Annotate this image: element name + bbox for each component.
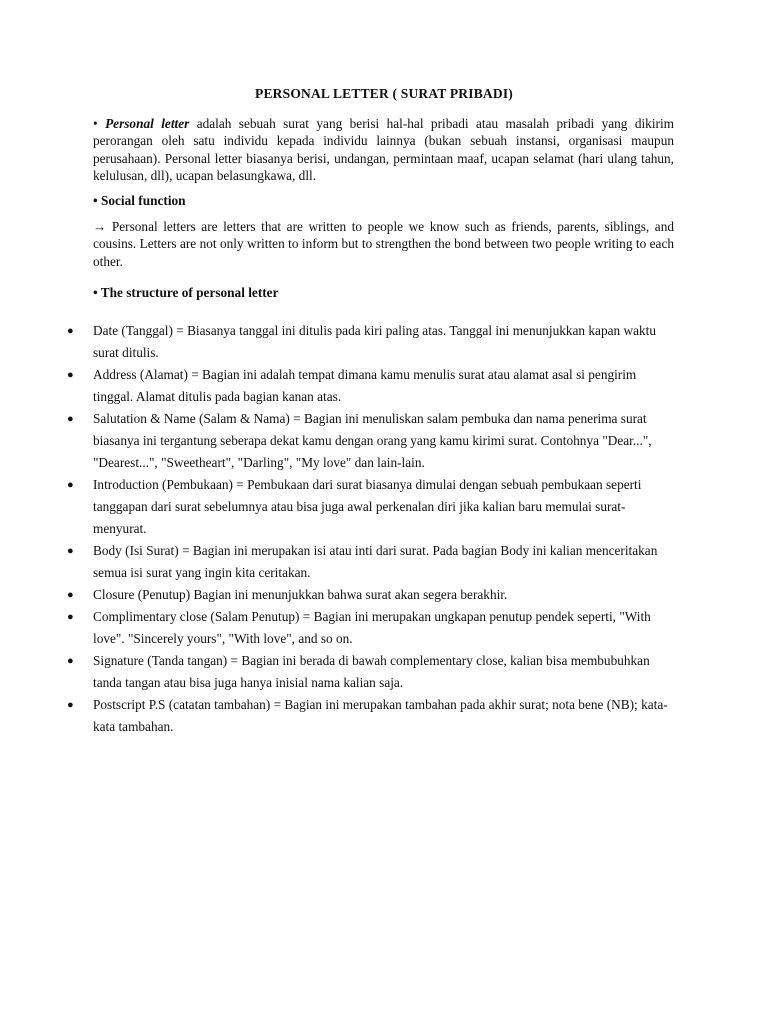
list-item-postscript [0, 694, 673, 738]
list-item-address [0, 364, 673, 408]
bullet-icon: ● [67, 413, 74, 425]
list-item-text: Complimentary close (Salam Penutup) = Bagian ini merupakan ungkapan penutup pendek seperti, "With love". "Sincerely yours", "With love", and so on. [93, 609, 651, 646]
intro-bullet: • [93, 116, 106, 131]
bullet-icon: ● [67, 611, 74, 623]
list-item-text: Date (Tanggal) = Biasanya tanggal ini ditulis pada kiri paling atas. Tanggal ini menunjukkan kapan waktu surat ditulis. [93, 323, 656, 360]
list-item-text: Body (Isi Surat) = Bagian ini merupakan isi atau inti dari surat. Pada bagian Body ini kalian menceritakan semua isi surat yang ingin kita ceritakan. [93, 543, 658, 580]
intro-text: adalah sebuah surat yang berisi hal-hal pribadi atau masalah pribadi yang dikirim perorangan oleh satu individu kepada individu lainnya (bukan sebuah instansi, organisasi maupun perusahaan). Personal letter biasanya berisi, undangan, permintaan maaf, ucapan selamat (hari ulang tahun, kelulusan, dll), ucapan belasungkawa, dll. [93, 116, 674, 183]
bullet-icon: ● [67, 479, 74, 491]
bullet-icon: ● [67, 589, 74, 601]
list-item-text: Signature (Tanda tangan) = Bagian ini berada di bawah complementary close, kalian bisa membubuhkan tanda tangan atau bisa juga hanya inisial nama kalian saja. [93, 653, 650, 690]
bullet-icon: ● [67, 699, 74, 711]
bullet-icon: ● [67, 369, 74, 381]
intro-lead-term: Personal letter [105, 116, 190, 131]
list-item-date [0, 320, 673, 364]
social-function-heading: • Social function [93, 193, 186, 208]
structure-list [0, 320, 768, 738]
bullet-icon: ● [67, 545, 74, 557]
list-item-introduction [0, 474, 673, 540]
structure-heading: • The structure of personal letter [93, 285, 279, 300]
list-item-text: Postscript P.S (catatan tambahan) = Bagian ini merupakan tambahan pada akhir surat; nota bene (NB); kata-kata tambahan. [93, 697, 668, 734]
list-item-text: Address (Alamat) = Bagian ini adalah tempat dimana kamu menulis surat atau alamat asal si pengirim tinggal. Alamat ditulis pada bagian kanan atas. [93, 367, 637, 404]
bullet-icon: ● [67, 325, 74, 337]
list-item-closure [0, 584, 673, 606]
intro-paragraph [93, 115, 674, 184]
list-item-body [0, 540, 673, 584]
list-item-signature [0, 650, 673, 694]
list-item-text: Salutation & Name (Salam & Nama) = Bagian ini menuliskan salam pembuka dan nama penerima surat biasanya ini tergantung seberapa dekat kamu dengan orang yang kamu kirimi surat. Contohnya "Dear...", "Dearest...", "Sweetheart", "Darling", "My love" dan lain-lain. [93, 411, 652, 470]
list-item-complimentary-close [0, 606, 673, 650]
list-item-salutation [0, 408, 673, 474]
list-item-text: Closure (Penutup) Bagian ini menunjukkan bahwa surat akan segera berakhir. [93, 587, 508, 602]
bullet-icon: ● [67, 655, 74, 667]
list-item-text: Introduction (Pembukaan) = Pembukaan dari surat biasanya dimulai dengan sebuah pembukaan seperti tanggapan dari surat sebelumnya atau bisa juga awal perkenalan diri jika kalian baru memulai surat-menyurat. [93, 477, 642, 536]
page-title: PERSONAL LETTER ( SURAT PRIBADI) [255, 86, 513, 101]
social-function-text: → Personal letters are letters that are written to people we know such as friends, parents, siblings, and cousins. Letters are not only written to inform but to strengthen the bond between two people writing to each other. [93, 219, 674, 269]
